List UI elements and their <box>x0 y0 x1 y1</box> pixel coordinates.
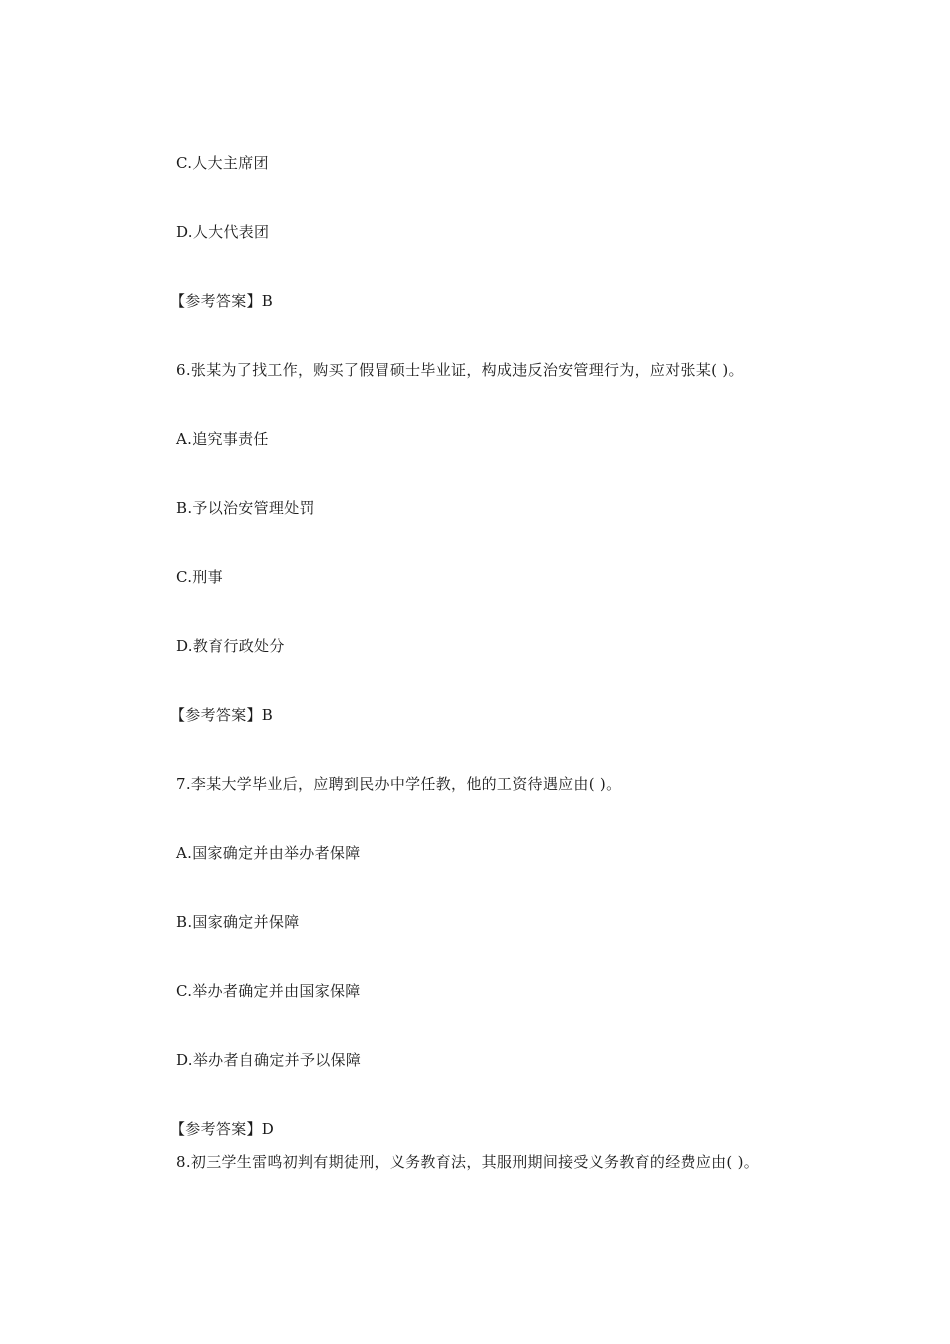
option-d-q7: D.举办者自确定并予以保障 <box>176 1051 362 1069</box>
option-c-q5: C.人大主席团 <box>176 154 269 172</box>
option-a-q6: A.追究事责任 <box>176 430 269 448</box>
option-a-q7: A.国家确定并由举办者保障 <box>176 844 361 862</box>
option-d-q5: D.人大代表团 <box>176 223 270 241</box>
question-8: 8.初三学生雷鸣初判有期徒刑，义务教育法，其服刑期间接受义务教育的经费应由( )。 <box>176 1153 760 1171</box>
option-b-q7: B.国家确定并保障 <box>176 913 300 931</box>
answer-q5: 【参考答案】B <box>170 292 274 310</box>
question-7: 7.李某大学毕业后，应聘到民办中学任教，他的工资待遇应由( )。 <box>176 775 622 793</box>
answer-q7: 【参考答案】D <box>170 1120 275 1138</box>
option-b-q6: B.予以治安管理处罚 <box>176 499 315 517</box>
option-c-q7: C.举办者确定并由国家保障 <box>176 982 361 1000</box>
answer-q6: 【参考答案】B <box>170 706 274 724</box>
option-c-q6: C.刑事 <box>176 568 223 586</box>
option-d-q6: D.教育行政处分 <box>176 637 285 655</box>
question-6: 6.张某为了找工作，购买了假冒硕士毕业证，构成违反治安管理行为，应对张某( )。 <box>176 361 744 379</box>
